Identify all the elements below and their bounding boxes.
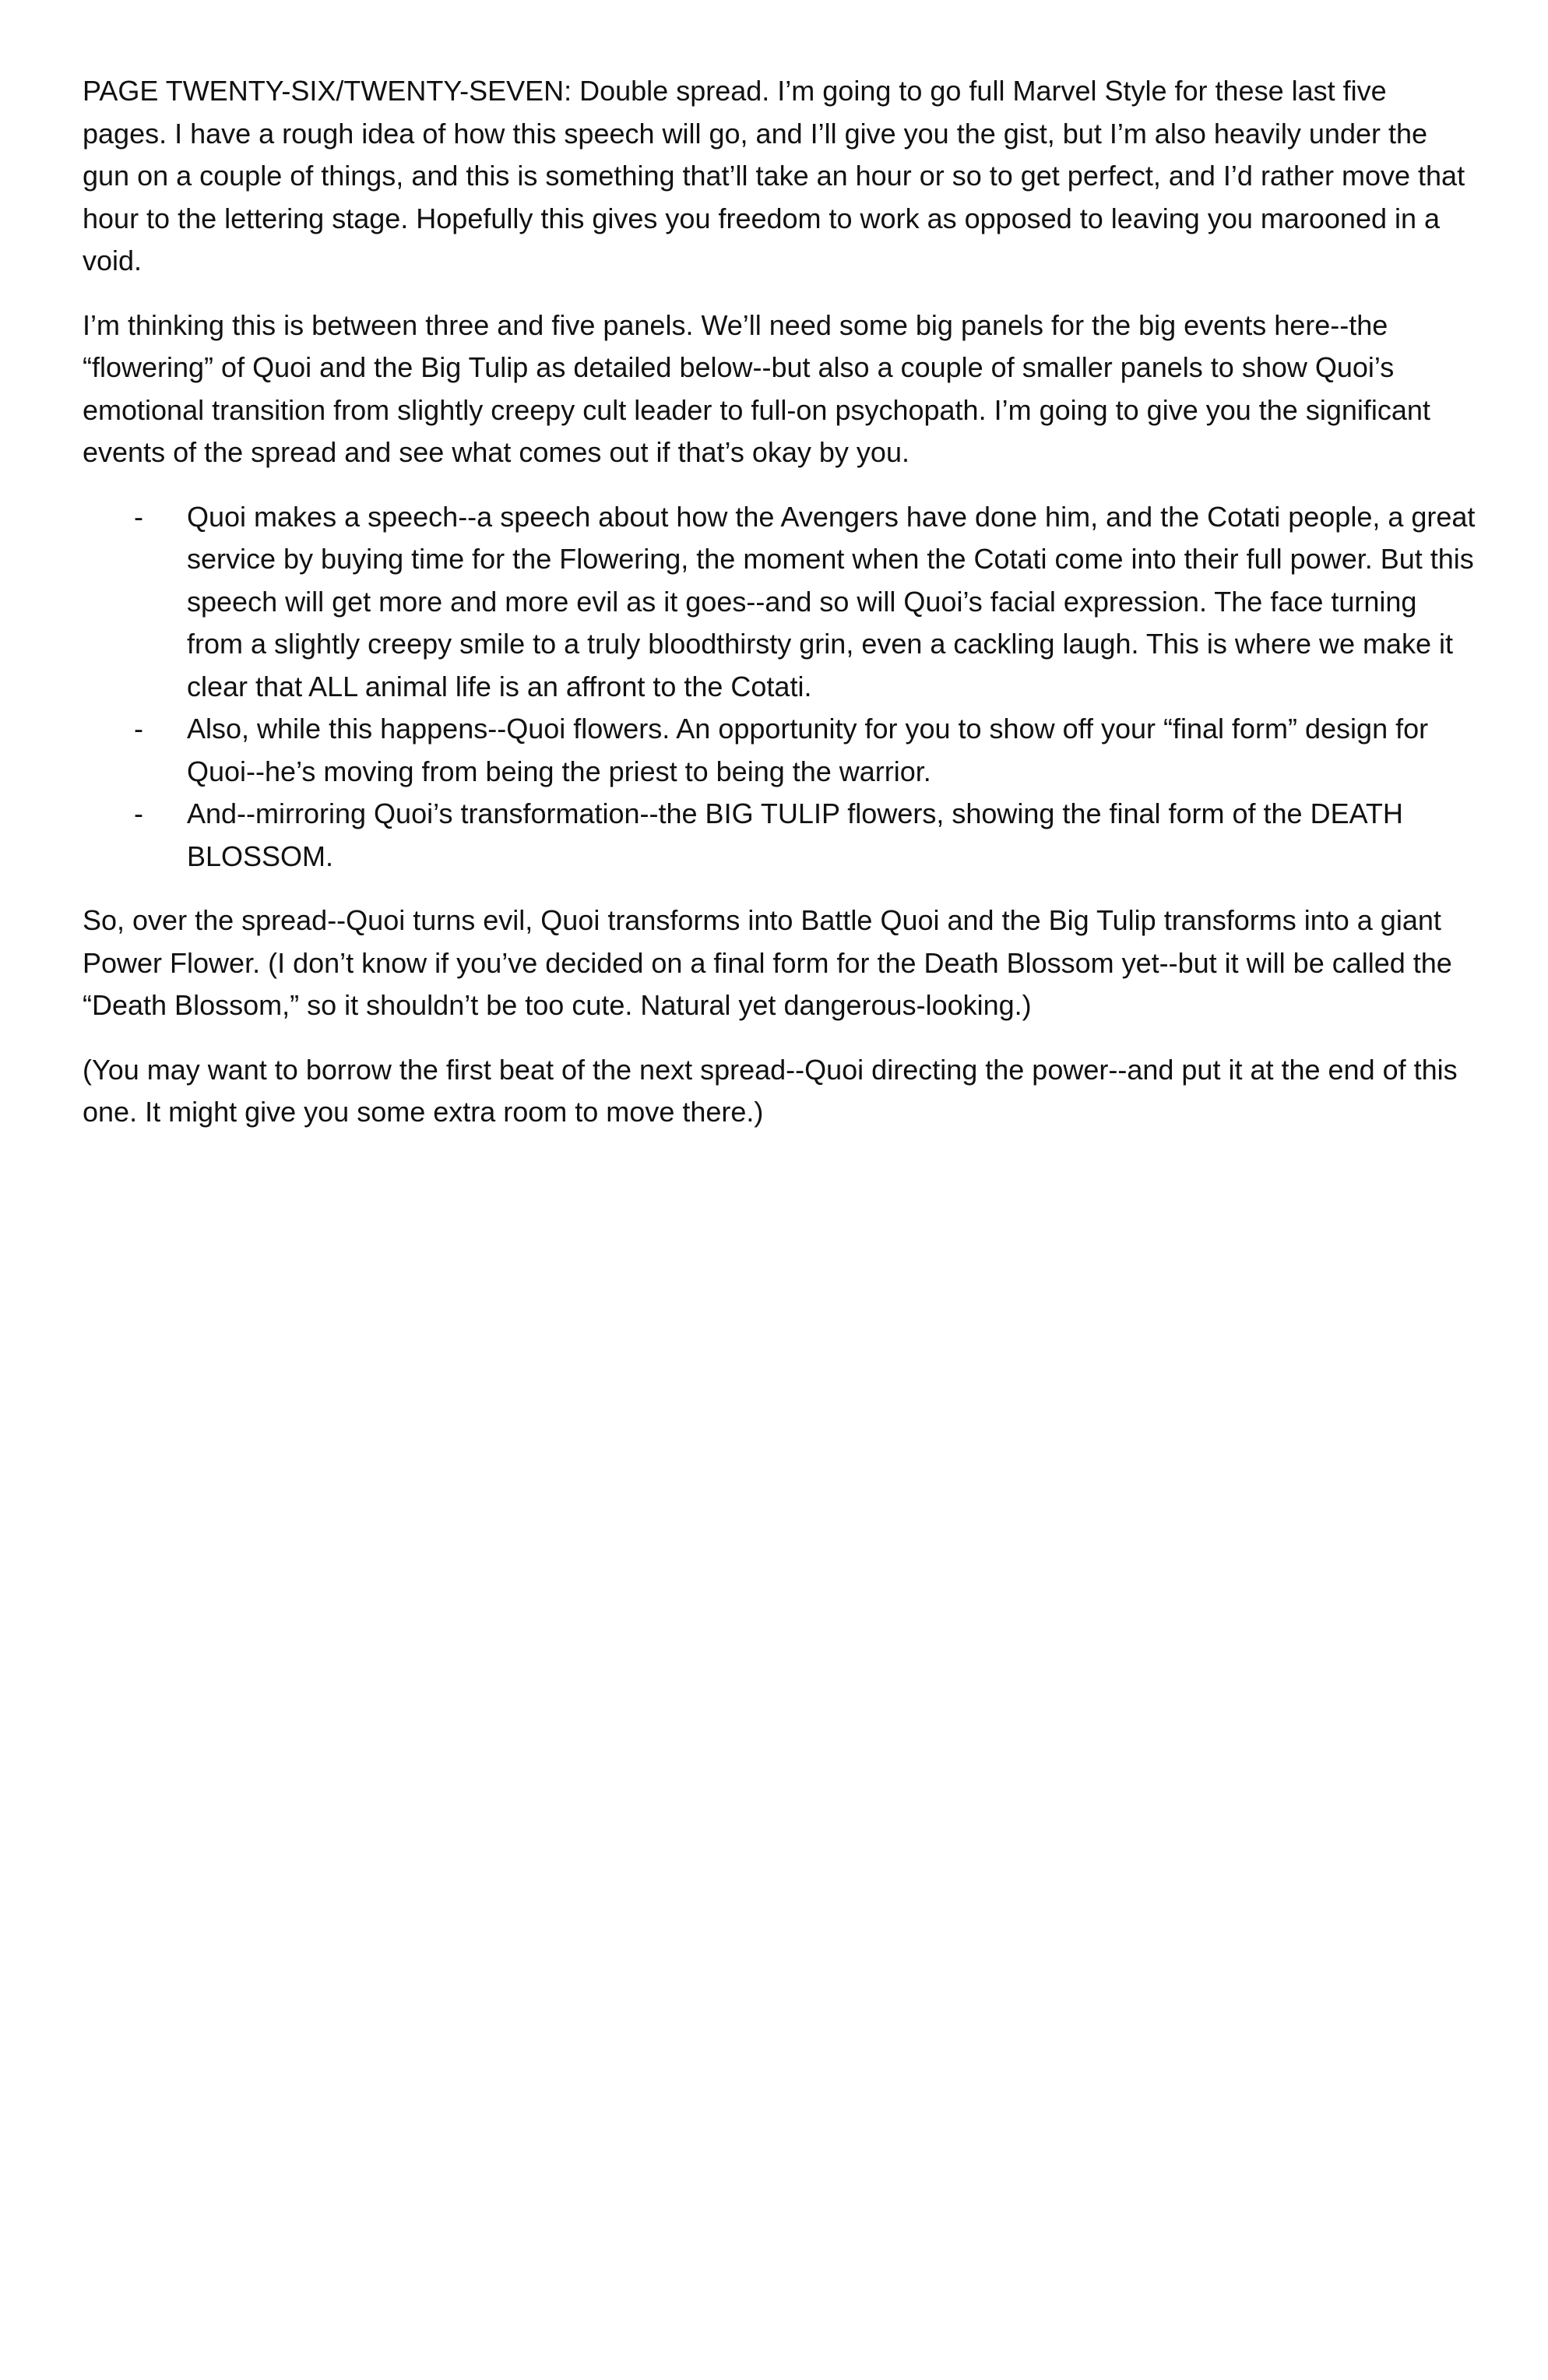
bullet-dash: - <box>134 713 143 745</box>
bullet-dash: - <box>134 797 143 829</box>
list-item-text: Quoi makes a speech--a speech about how the Avengers have done him, and the Cotati people, a great service by buying time for the Flowering, the moment when the Cotati come into their full power. But this speech will get more and more evil as it goes--and so will Quoi’s facial expression. The face turning from a slightly creepy smile to a truly bloodthirsty grin, even a cackling laugh. This is where we make it clear that ALL animal life is an affront to the Cotati. <box>187 500 1476 702</box>
paragraph-panels: I’m thinking this is between three and five panels. We’ll need some big panels for the big events here--the “flowering” of Quoi and the Big Tulip as detailed below--but also a couple of smaller panels to show Quoi’s emotional transition from slightly creepy cult leader to full-on psychopath. I’m going to give you the significant events of the spread and see what comes out if that’s okay by you. <box>83 308 1430 468</box>
list-item <box>83 708 1476 793</box>
event-list <box>83 496 1476 878</box>
list-item-text: Also, while this happens--Quoi flowers. An opportunity for you to show off your “final form” design for Quoi--he’s moving from being the priest to being the warrior. <box>187 713 1429 787</box>
paragraph-note: (You may want to borrow the first beat of the next spread--Quoi directing the power--and put it at the end of this one. It might give you some extra room to move there.) <box>83 1053 1458 1128</box>
paragraph-intro: PAGE TWENTY-SIX/TWENTY-SEVEN: Double spread. I’m going to go full Marvel Style for these last five pages. I have a rough idea of how this speech will go, and I’ll give you the gist, but I’m also heavily under the gun on a couple of things, and this is something that’ll take an hour or so to get perfect, and I’d rather move that hour to the lettering stage. Hopefully this gives you freedom to work as opposed to leaving you marooned in a void. <box>83 75 1465 276</box>
document-body <box>83 70 1476 1156</box>
list-item <box>83 496 1476 709</box>
list-item <box>83 793 1476 878</box>
bullet-dash: - <box>134 500 143 533</box>
paragraph-summary: So, over the spread--Quoi turns evil, Quoi transforms into Battle Quoi and the Big Tulip transforms into a giant Power Flower. (I don’t know if you’ve decided on a final form for the Death Blossom yet--but it will be called the “Death Blossom,” so it shouldn’t be too cute. Natural yet dangerous-looking.) <box>83 904 1452 1021</box>
list-item-text: And--mirroring Quoi’s transformation--the BIG TULIP flowers, showing the final form of the DEATH BLOSSOM. <box>187 797 1403 872</box>
